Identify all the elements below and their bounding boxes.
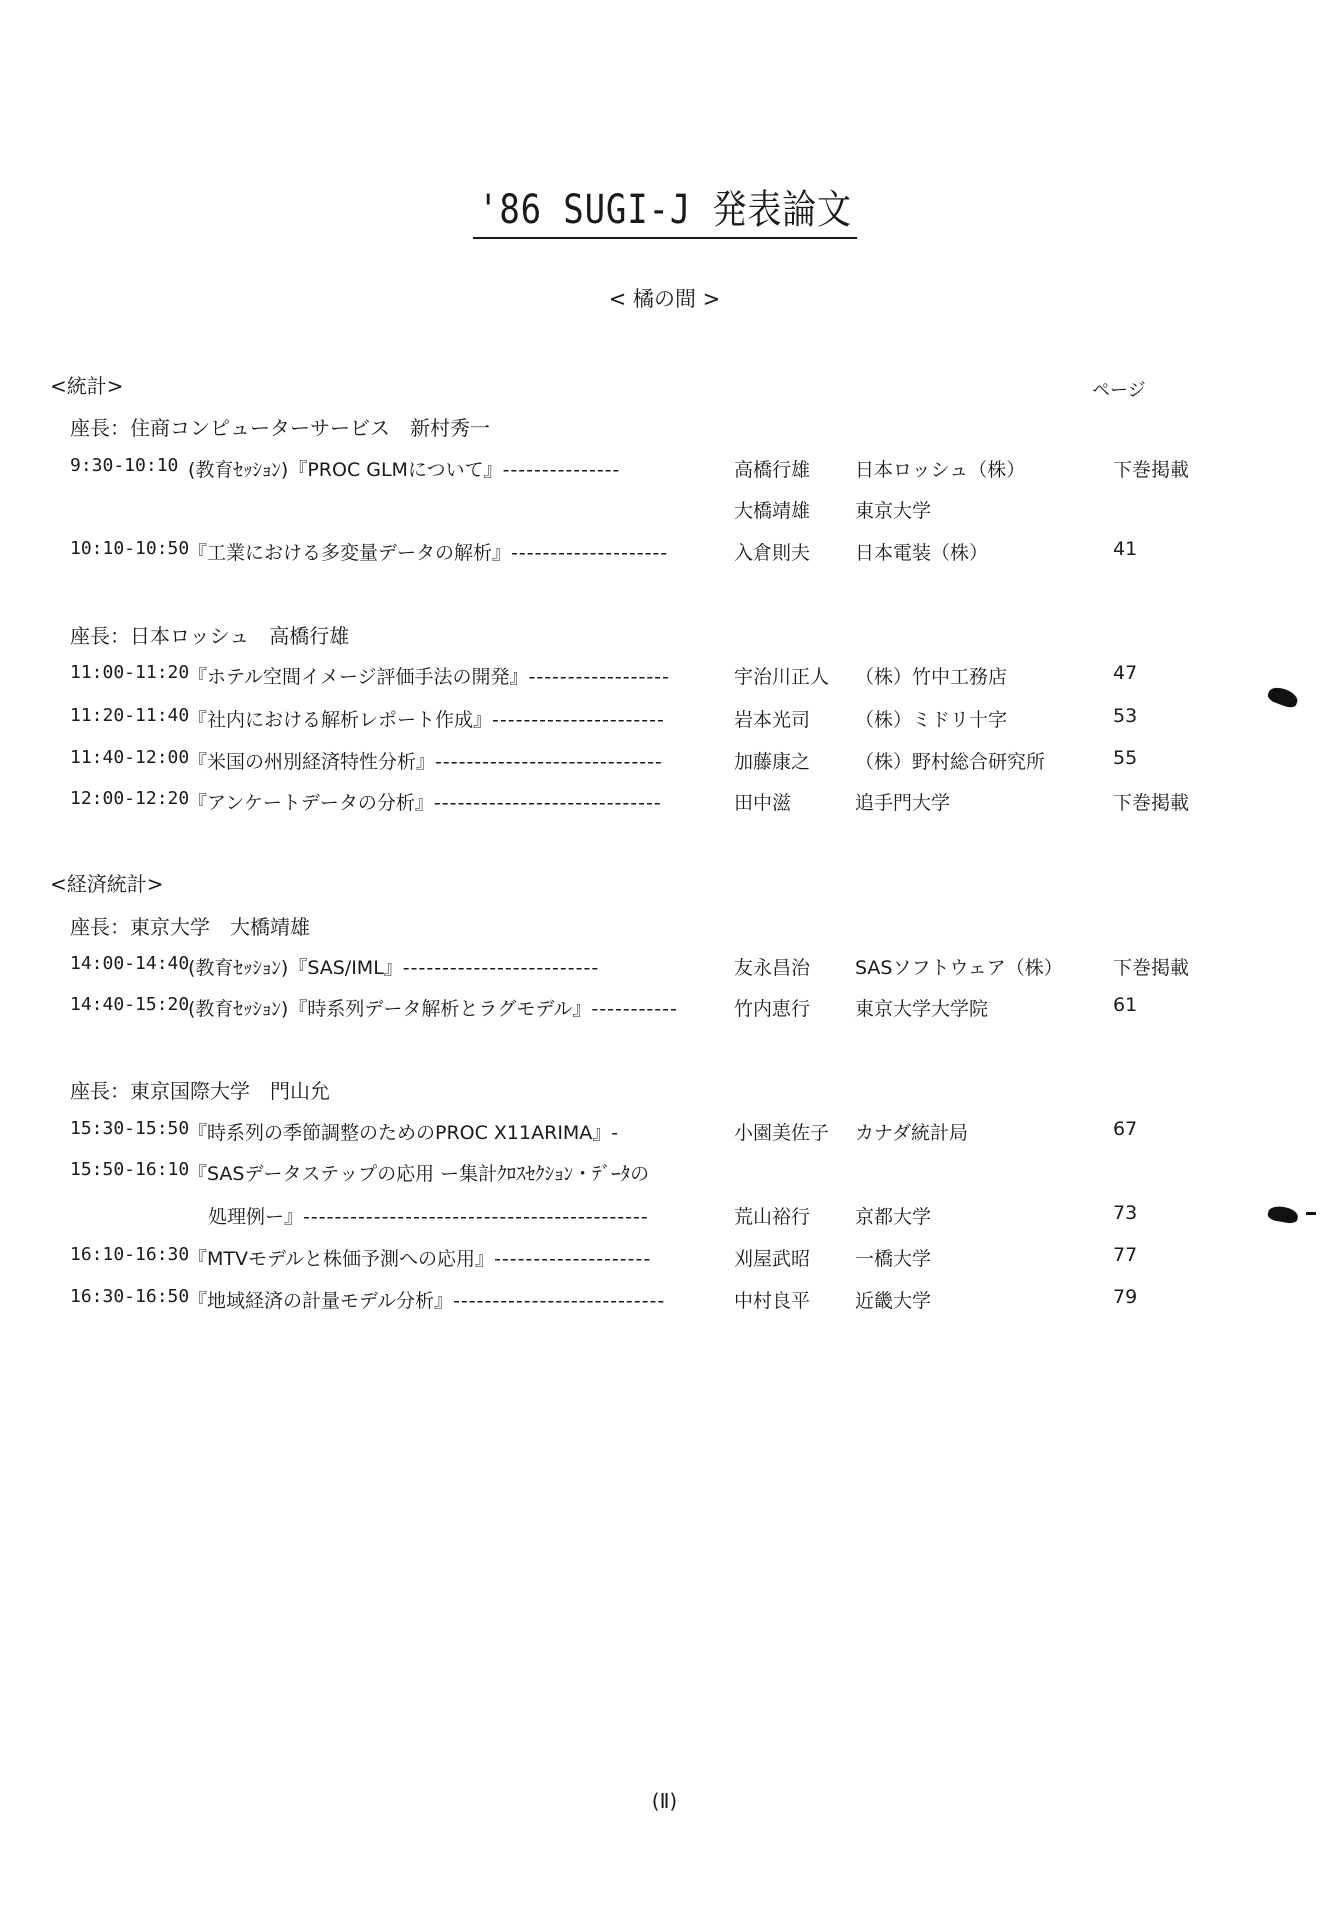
paper-title-text: 『時系列の季節調整のためのPROC X11ARIMA』-: [188, 1122, 619, 1144]
chair-line: 座長：住商コンピューターサービス 新村秀一: [70, 416, 490, 440]
session-time: 11:20-11:40: [70, 705, 190, 726]
affiliation: 一橋大学: [855, 1248, 932, 1270]
presenter-name: 入倉則夫: [734, 542, 811, 564]
table-row: [0, 1118, 1329, 1150]
session-time: 11:40-12:00: [70, 747, 190, 768]
affiliation: 追手門大学: [855, 792, 951, 814]
paper-title: [188, 662, 730, 689]
page-number: 下巻掲載: [1113, 957, 1190, 979]
paper-title: [188, 455, 730, 482]
paper-title: [188, 1244, 730, 1271]
document-title: [0, 178, 1329, 239]
table-row: [0, 705, 1329, 737]
session-time: 9:30-10:10: [70, 455, 179, 476]
paper-title: [188, 994, 730, 1021]
affiliation: 近畿大学: [855, 1290, 932, 1312]
leader-dashes: ------------------: [528, 666, 670, 688]
section-heading-statistics: <統計>: [50, 374, 124, 398]
presenter-name: 刈屋武昭: [734, 1248, 811, 1270]
paper-title: [208, 1202, 730, 1229]
page-number: 79: [1113, 1286, 1138, 1308]
table-row: [0, 1244, 1329, 1276]
presenter-name: 田中滋: [734, 792, 792, 814]
presenter-name: 加藤康之: [734, 751, 811, 773]
session-time: 14:40-15:20: [70, 994, 190, 1015]
page-number: 41: [1113, 538, 1138, 560]
presenter-name: 大橋靖雄: [734, 500, 811, 522]
table-row: [0, 1202, 1329, 1234]
paper-title-text: 『米国の州別経済特性分析』: [188, 751, 436, 773]
page-number: 47: [1113, 662, 1138, 684]
table-row: [0, 538, 1329, 570]
paper-title: [188, 1286, 730, 1313]
page-number: 下巻掲載: [1113, 792, 1190, 814]
leader-dashes: -----------------------------: [433, 792, 662, 814]
table-row: [0, 953, 1329, 985]
paper-title: [188, 1159, 748, 1186]
paper-title: [188, 538, 730, 565]
leader-dashes: --------------------------------------------: [303, 1206, 649, 1228]
paper-title-text: (教育ｾｯｼｮﾝ)『SAS/IML』: [188, 957, 403, 979]
affiliation: （株）ミドリ十字: [855, 709, 1008, 731]
affiliation: SASソフトウェア（株）: [855, 957, 1063, 979]
paper-title: [188, 788, 730, 815]
paper-title-text: 『アンケートデータの分析』: [188, 792, 434, 814]
table-row: [0, 455, 1329, 487]
paper-title: [188, 1118, 730, 1145]
table-row: [0, 1159, 1329, 1191]
table-row: [0, 496, 1329, 528]
session-time: 10:10-10:50: [70, 538, 190, 559]
leader-dashes: --------------------: [511, 542, 669, 564]
scan-blot: [1306, 1212, 1316, 1215]
paper-title-text: (教育ｾｯｼｮﾝ)『PROC GLMについて』: [188, 459, 503, 481]
page-number: 53: [1113, 705, 1138, 727]
page-number: 77: [1113, 1244, 1138, 1266]
presenter-name: 宇治川正人: [734, 666, 830, 688]
paper-title: [188, 705, 730, 732]
page-number: 61: [1113, 994, 1138, 1016]
page-footer-number: (Ⅱ): [651, 1789, 678, 1813]
session-time: 12:00-12:20: [70, 788, 190, 809]
affiliation: （株）竹中工務店: [855, 666, 1008, 688]
page-number: 67: [1113, 1118, 1138, 1140]
affiliation: 日本ロッシュ（株）: [855, 459, 1026, 481]
chair-line: 座長：日本ロッシュ 高橋行雄: [70, 624, 350, 648]
leader-dashes: --------------------: [494, 1248, 652, 1270]
leader-dashes: ----------------------: [492, 709, 665, 731]
chair-line: 座長：東京大学 大橋靖雄: [70, 915, 310, 939]
table-row: [0, 788, 1329, 820]
document-title-text: '86 SUGI-J 発表論文: [472, 178, 856, 239]
presenter-name: 高橋行雄: [734, 459, 811, 481]
table-row: [0, 1286, 1329, 1318]
room-subtitle: < 橘の間 >: [608, 287, 721, 311]
affiliation: 日本電装（株）: [855, 542, 989, 564]
affiliation: 京都大学: [855, 1206, 932, 1228]
section-heading-economic-statistics: <経済統計>: [50, 872, 164, 896]
session-time: 15:30-15:50: [70, 1118, 190, 1139]
presenter-name: 小園美佐子: [734, 1122, 830, 1144]
leader-dashes: ---------------------------: [453, 1290, 666, 1312]
leader-dashes: -------------------------: [402, 957, 600, 979]
presenter-name: 友永昌治: [734, 957, 811, 979]
presenter-name: 中村良平: [734, 1290, 811, 1312]
paper-title-text: 『社内における解析レポート作成』: [188, 709, 493, 731]
paper-title: [188, 747, 730, 774]
affiliation: 東京大学: [855, 500, 932, 522]
leader-dashes: -----------: [591, 998, 678, 1020]
paper-title-text: 『ホテル空間イメージ評価手法の開発』: [188, 666, 529, 688]
chair-line: 座長：東京国際大学 門山允: [70, 1079, 330, 1103]
paper-title-text: 『MTVモデルと株価予測への応用』: [188, 1248, 495, 1270]
presenter-name: 岩本光司: [734, 709, 811, 731]
table-row: [0, 747, 1329, 779]
page-column-header: ページ: [1092, 380, 1146, 401]
affiliation: 東京大学大学院: [855, 998, 989, 1020]
presenter-name: 荒山裕行: [734, 1206, 811, 1228]
paper-title-text: 『工業における多変量データの解析』: [188, 542, 512, 564]
session-time: 11:00-11:20: [70, 662, 190, 683]
paper-title-text: 処理例ー』: [208, 1206, 304, 1228]
paper-title-text: (教育ｾｯｼｮﾝ)『時系列データ解析とラグモデル』: [188, 998, 592, 1020]
session-time: 16:10-16:30: [70, 1244, 190, 1265]
paper-title-text: 『SASデータステップの応用 ー集計ｸﾛｽｾｸｼｮﾝ・ﾃﾞｰﾀの: [188, 1163, 650, 1185]
paper-title-text: 『地域経済の計量モデル分析』: [188, 1290, 454, 1312]
leader-dashes: -----------------------------: [435, 751, 663, 773]
session-time: 15:50-16:10: [70, 1159, 190, 1180]
table-row: [0, 994, 1329, 1026]
paper-title: [188, 953, 730, 980]
page-number: 下巻掲載: [1113, 459, 1190, 481]
table-row: [0, 662, 1329, 694]
presenter-name: 竹内恵行: [734, 998, 811, 1020]
affiliation: （株）野村総合研究所: [855, 751, 1046, 773]
affiliation: カナダ統計局: [855, 1122, 969, 1144]
page-number: 55: [1113, 747, 1138, 769]
page-number: 73: [1113, 1202, 1138, 1224]
leader-dashes: ---------------: [502, 459, 621, 481]
session-time: 16:30-16:50: [70, 1286, 190, 1307]
session-time: 14:00-14:40: [70, 953, 190, 974]
